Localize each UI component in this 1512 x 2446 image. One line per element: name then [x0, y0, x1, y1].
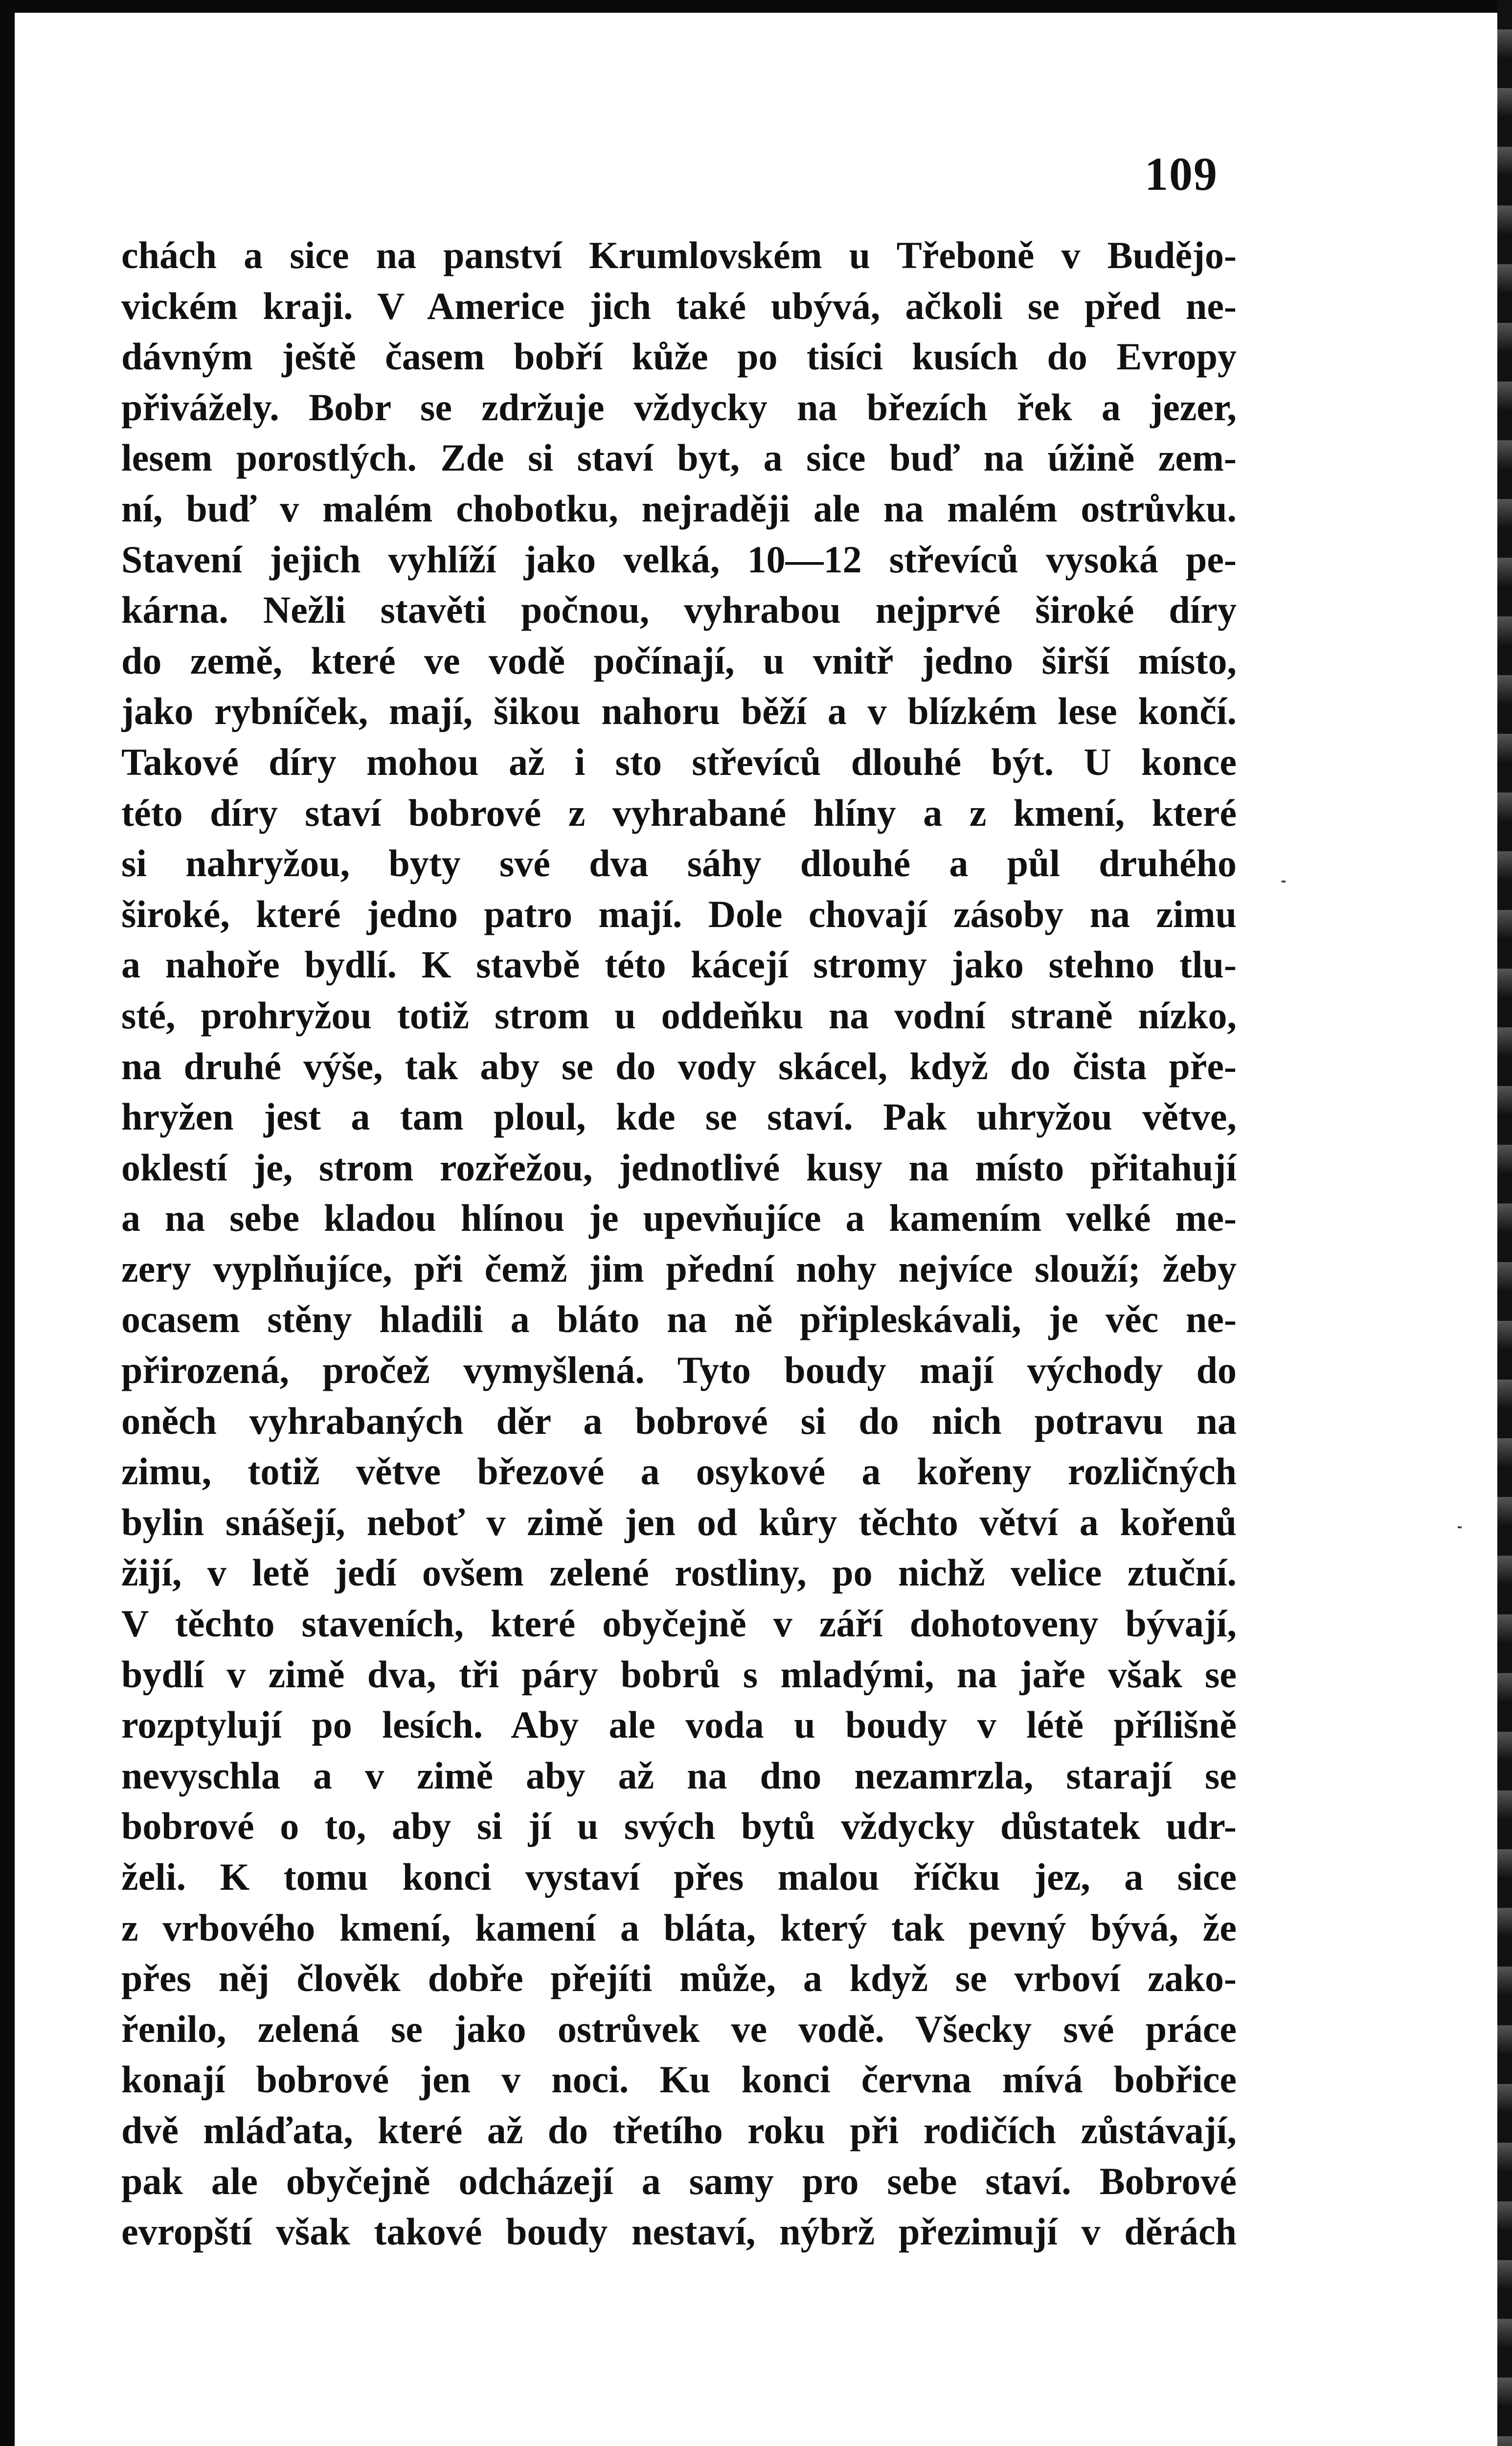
- text-line: z vrbového kmení, kamení a bláta, který tak pevný bývá, že: [121, 1906, 1237, 1949]
- page-number: 109: [1145, 148, 1218, 200]
- text-line: široké, které jedno patro mají. Dole chovají zásoby na zimu: [121, 892, 1237, 935]
- text-line: konají bobrové jen v noci. Ku konci června mívá bobřice: [121, 2058, 1237, 2101]
- text-line: jako rybníček, mají, šikou nahoru běží a v blízkém lese končí.: [121, 690, 1237, 733]
- text-line: této díry staví bobrové z vyhrabané hlíny a z kmení, které: [121, 791, 1237, 834]
- text-line: bydlí v zimě dva, tři páry bobrů s mladými, na jaře však se: [121, 1653, 1237, 1696]
- page-edge-shadow: [1497, 0, 1512, 2446]
- text-line: dávným ještě časem bobří kůže po tisíci kusích do Evropy: [121, 335, 1237, 378]
- body-text: [121, 230, 1237, 2257]
- text-line: nevyschla a v zimě aby až na dno nezamrzla, starají se: [121, 1754, 1237, 1797]
- text-line: přirozená, pročež vymyšlená. Tyto boudy mají východy do: [121, 1349, 1237, 1392]
- text-line: řenilo, zelená se jako ostrůvek ve vodě. Všecky své práce: [121, 2007, 1237, 2050]
- paper-speck: [1282, 881, 1286, 883]
- text-line: na druhé výše, tak aby se do vody skácel, když do čista pře-: [121, 1044, 1237, 1087]
- text-line: ocasem stěny hladili a bláto na ně připleskávali, je věc ne-: [121, 1298, 1237, 1341]
- text-line: pak ale obyčejně odcházejí a samy pro sebe staví. Bobrové: [121, 2159, 1237, 2202]
- text-line: želi. K tomu konci vystaví přes malou říčku jez, a sice: [121, 1856, 1237, 1898]
- text-line: hryžen jest a tam ploul, kde se staví. Pak uhryžou větve,: [121, 1095, 1237, 1138]
- text-line: si nahryžou, byty své dva sáhy dlouhé a půl druhého: [121, 842, 1237, 885]
- text-line: přivážely. Bobr se zdržuje vždycky na březích řek a jezer,: [121, 385, 1237, 429]
- text-line: lesem porostlých. Zde si staví byt, a sice buď na úžině zem-: [121, 436, 1237, 479]
- text-line: oněch vyhrabaných děr a bobrové si do nich potravu na: [121, 1399, 1237, 1442]
- text-line: Takové díry mohou až i sto střevíců dlouhé být. U konce: [121, 740, 1237, 783]
- text-line: a nahoře bydlí. K stavbě této kácejí stromy jako stehno tlu-: [121, 943, 1237, 986]
- text-line: evropští však takové boudy nestaví, nýbrž přezimují v děrách: [121, 2210, 1237, 2253]
- text-line: Stavení jejich vyhlíží jako velká, 10—12 střevíců vysoká pe-: [121, 538, 1237, 581]
- text-line: a na sebe kladou hlínou je upevňujíce a kamením velké me-: [121, 1197, 1237, 1240]
- text-line: dvě mláďata, které až do třetího roku při rodičích zůstávají,: [121, 2108, 1237, 2152]
- text-line: bylin snášejí, neboť v zimě jen od kůry těchto větví a kořenů: [121, 1500, 1237, 1543]
- text-line: do země, které ve vodě počínají, u vnitř jedno širší místo,: [121, 639, 1237, 682]
- paper-speck: [1458, 1526, 1462, 1528]
- text-line: ní, buď v malém chobotku, nejraději ale na malém ostrůvku.: [121, 487, 1237, 530]
- text-line: chách a sice na panství Krumlovském u Třeboně v Budějo-: [121, 234, 1237, 276]
- text-line: zimu, totiž větve březové a osykové a kořeny rozličných: [121, 1450, 1237, 1493]
- text-line: sté, prohryžou totiž strom u oddeňku na vodní straně nízko,: [121, 994, 1237, 1037]
- text-line: přes něj člověk dobře přejíti může, a když se vrboví zako-: [121, 1957, 1237, 2000]
- text-line: bobrové o to, aby si jí u svých bytů vždycky důstatek udr-: [121, 1805, 1237, 1848]
- text-line: kárna. Nežli stavěti počnou, vyhrabou nejprvé široké díry: [121, 589, 1237, 632]
- text-line: V těchto staveních, které obyčejně v září dohotoveny bývají,: [121, 1602, 1237, 1645]
- text-line: žijí, v letě jedí ovšem zelené rostliny, po nichž velice ztuční.: [121, 1551, 1237, 1594]
- text-line: rozptylují po lesích. Aby ale voda u boudy v létě přílišně: [121, 1703, 1237, 1746]
- text-line: oklestí je, strom rozřežou, jednotlivé kusy na místo přitahují: [121, 1146, 1237, 1189]
- text-line: vickém kraji. V Americe jich také ubývá, ačkoli se před ne-: [121, 284, 1237, 327]
- text-line: zery vyplňujíce, při čemž jim přední nohy nejvíce slouží; žeby: [121, 1247, 1237, 1290]
